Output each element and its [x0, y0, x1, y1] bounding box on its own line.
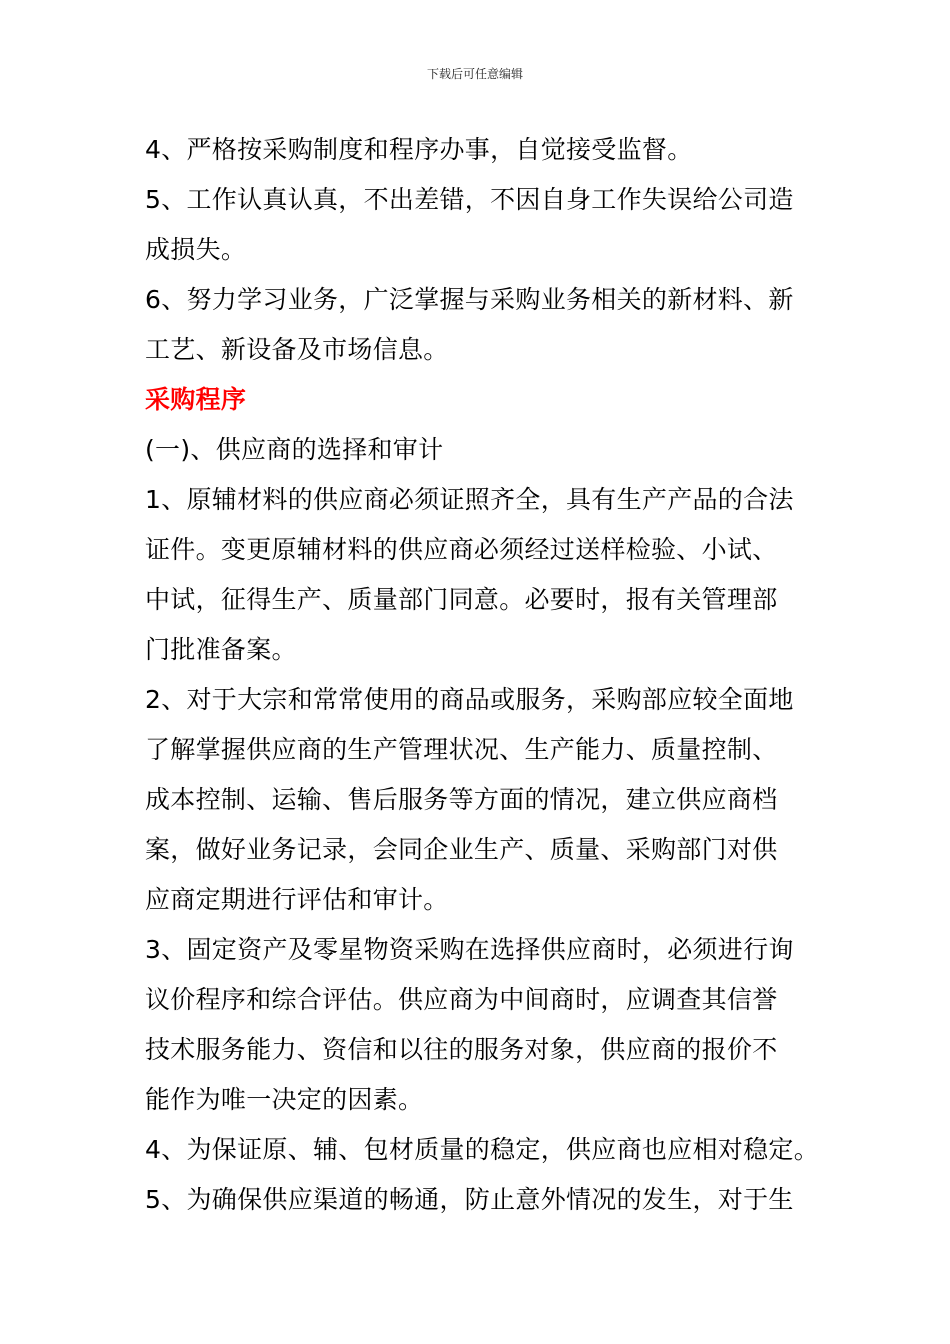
- section-heading: 采购程序: [145, 385, 247, 414]
- paragraph-line: 4、为保证原、辅、包材质量的稳定，供应商也应相对稳定。: [145, 1135, 820, 1164]
- paragraph-line: 2、对于大宗和常常使用的商品或服务，采购部应较全面地: [145, 685, 794, 714]
- paragraph-line: 6、努力学习业务，广泛掌握与采购业务相关的新材料、新: [145, 285, 794, 314]
- page-header-note: 下载后可任意编辑: [426, 67, 523, 81]
- paragraph-line: 了解掌握供应商的生产管理状况、生产能力、质量控制、: [145, 735, 778, 764]
- paragraph-line: 技术服务能力、资信和以往的服务对象，供应商的报价不: [145, 1035, 778, 1064]
- paragraph-line: 5、为确保供应渠道的畅通，防止意外情况的发生，对于生: [145, 1185, 794, 1214]
- paragraph-line: 工艺、新设备及市场信息。: [145, 335, 449, 364]
- paragraph-line: 案，做好业务记录，会同企业生产、质量、采购部门对供: [145, 835, 778, 864]
- document-body: [145, 125, 820, 1225]
- paragraph-line: 4、严格按采购制度和程序办事，自觉接受监督。: [145, 135, 693, 164]
- paragraph-line: 证件。变更原辅材料的供应商必须经过送样检验、小试、: [145, 535, 778, 564]
- paragraph-line: 应商定期进行评估和审计。: [145, 885, 449, 914]
- paragraph-line: 成本控制、运输、售后服务等方面的情况，建立供应商档: [145, 785, 778, 814]
- paragraph-line: 1、原辅材料的供应商必须证照齐全，具有生产产品的合法: [145, 485, 794, 514]
- subsection-title: (一)、供应商的选择和审计: [145, 435, 444, 464]
- paragraph-line: 门批准备案。: [145, 635, 297, 664]
- paragraph-line: 能作为唯一决定的因素。: [145, 1085, 424, 1114]
- paragraph-line: 5、工作认真认真，不出差错，不因自身工作失误给公司造: [145, 185, 794, 214]
- paragraph-line: 中试，征得生产、质量部门同意。必要时，报有关管理部: [145, 585, 778, 614]
- paragraph-line: 3、固定资产及零星物资采购在选择供应商时，必须进行询: [145, 935, 794, 964]
- paragraph-line: 成损失。: [145, 235, 247, 264]
- paragraph-line: 议价程序和综合评估。供应商为中间商时，应调查其信誉: [145, 985, 778, 1014]
